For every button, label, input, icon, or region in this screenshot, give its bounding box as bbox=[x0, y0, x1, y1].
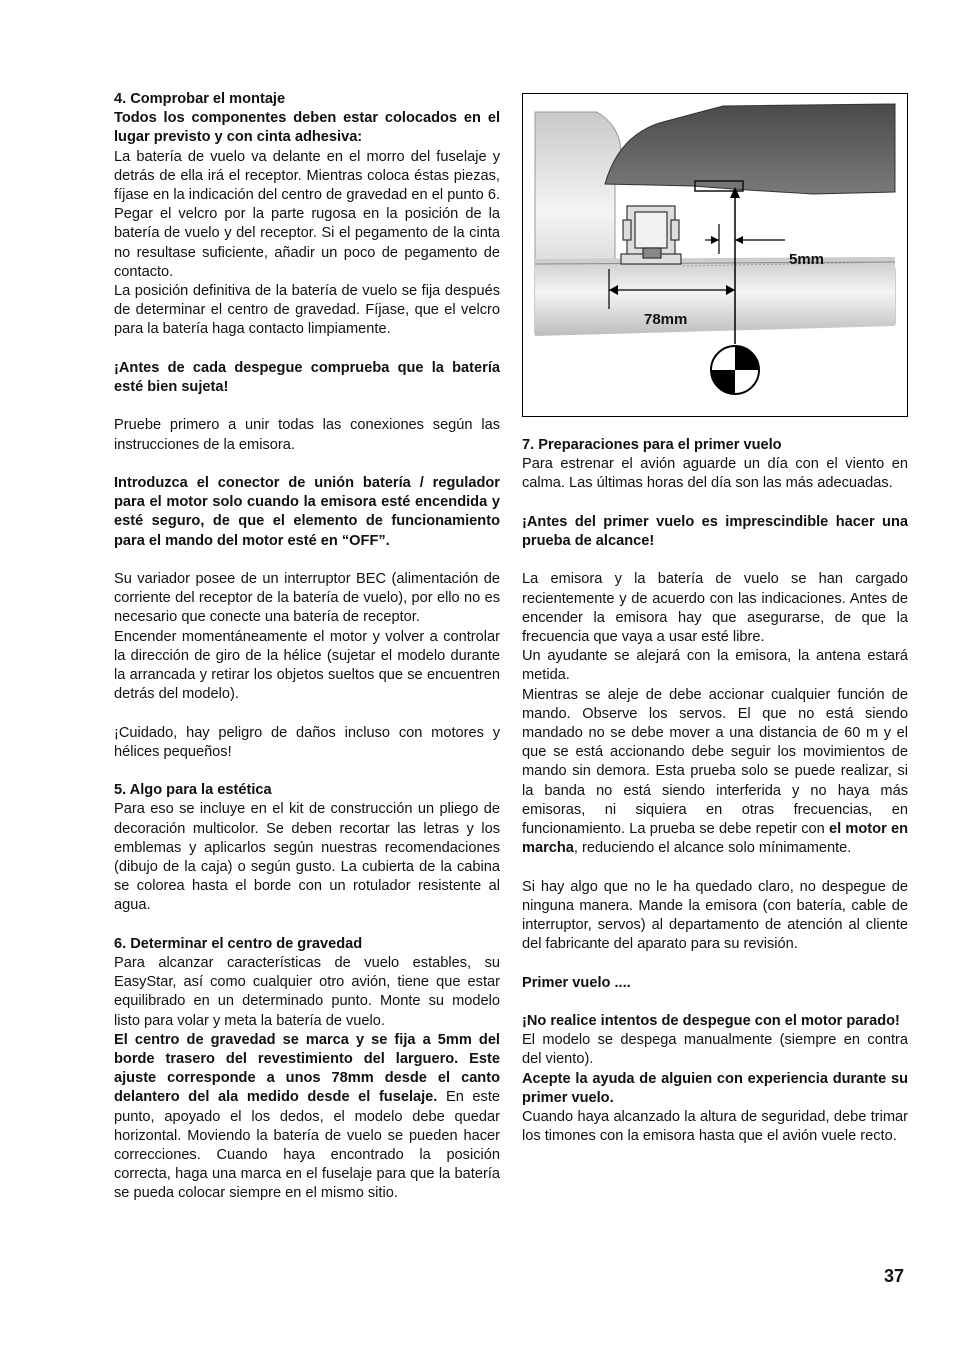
first-flight-paragraph: Cuando haya alcanzado la altura de seguridad, debe trimar los timones con la emisora hasta que el avión vuele recto. bbox=[522, 1109, 908, 1145]
wing-shape bbox=[605, 104, 895, 194]
servo-icon bbox=[621, 206, 681, 264]
section-7-paragraph: Si hay algo que no le ha quedado claro, no despegue de ninguna manera. Mande la emisora (con batería, cable de interruptor, servos) al departamento de atención al cliente del fabricante del aparato para su revisión. bbox=[522, 878, 908, 953]
first-flight-bold-note: Acepte la ayuda de alguien con experiencia durante su primer vuelo. bbox=[522, 1070, 908, 1106]
section-6-bold: El centro de gravedad se marca y se fija a 5mm del borde trasero del revestimiento del larguero. Este ajuste corresponde a unos 78mm desde el canto delantero del ala medido desde el fuselaje. bbox=[114, 1031, 500, 1106]
first-flight-warning: ¡No realice intentos de despegue con el motor parado! bbox=[522, 1013, 900, 1030]
section-7-paragraph: Un ayudante se alejará con la emisora, la antena estará metida. bbox=[522, 648, 908, 684]
page-number: 37 bbox=[884, 1266, 905, 1286]
first-flight-paragraph: El modelo se despega manualmente (siempre en contra del viento). bbox=[522, 1032, 908, 1068]
section-7-paragraph-mixed bbox=[522, 686, 908, 859]
section-4-paragraph: Su variador posee de un interruptor BEC (alimentación de corriente del receptor de la batería de vuelo), por ello no es necesario que conecte una batería de receptor. bbox=[114, 571, 500, 626]
section-7-text: Mientras se aleje de debe accionar cualquier función de mando. Observe los servos. El que no está siendo mandado no se debe mover a una distancia de 60 m y el que se está accionando debe seguir los movimientos de mando sin demora. Esta prueba solo se puede realizar, si la banda no está siendo interferida y no haya más emisoras, ni siquiera en otras frecuencias, en funcionamiento. La prueba se debe repetir con bbox=[522, 686, 908, 838]
section-7-title: 7. Preparaciones para el primer vuelo bbox=[522, 437, 782, 453]
section-4-warning: ¡Antes de cada despegue comprueba que la batería esté bien sujeta! bbox=[114, 359, 500, 396]
dim-5mm-arrowhead-right bbox=[735, 236, 743, 244]
section-4-paragraph: La batería de vuelo va delante en el morro del fuselaje y detrás de ella irá el receptor. Mientras coloca éstas piezas, fíjase en la indicación del centro de gravedad en el punto 6. Pegar el velcro por la parte rugosa en la posición de la batería de vuelo y del receptor. Si el pegamento de la cinta no resultase suficiente, añadir un poco de pegamento de contacto. bbox=[114, 148, 500, 280]
section-5-paragraph: Para eso se incluye en el kit de construcción un pliego de decoración multicolor. Se deben recortar las letras y los emblemas y aplicarlos según nuestras recomendaciones (dibujo de la caja) o según gusto. La cubierta de la cabina se colorea hasta el borde con un rotulador resistente al agua. bbox=[114, 801, 500, 914]
section-7-warning: ¡Antes del primer vuelo es imprescindible hacer una prueba de alcance! bbox=[522, 513, 908, 549]
cg-symbol-icon bbox=[711, 346, 759, 394]
section-6-continuation: En este punto, apoyado el los dedos, el modelo debe quedar horizontal. Moviendo la batería de vuelo se pueden hacer correcciones. Cuando haya encontrado la posición correcta, haga una marca en el fuselaje para que la batería se pueda colocar siempre en el mismo sitio. bbox=[114, 1089, 501, 1202]
label-5mm: 5mm bbox=[789, 251, 825, 268]
section-7-bold-phrase: el motor en marcha bbox=[522, 821, 908, 857]
section-7-paragraph: Para estrenar el avión aguarde un día con el viento en calma. Las últimas horas del día son las más adecuadas. bbox=[522, 456, 908, 492]
dim-5mm-arrowhead-left bbox=[711, 236, 719, 244]
section-7-paragraph: La emisora y la batería de vuelo se han cargado recientemente y de acuerdo con las indicaciones. Antes de encender la emisora hay que asegurarse, de que la frecuencia que vaya a usar esté libre. bbox=[522, 571, 908, 645]
section-4-paragraph: Encender momentáneamente el motor y volver a controlar la dirección de giro de la hélice (sujetar el modelo durante la arrancada y retirar los objetos sueltos que se encuentren detrás del modelo). bbox=[114, 628, 500, 703]
section-4-bold-intro: Todos los componentes deben estar colocados en el lugar previsto y con cinta adhesiva: bbox=[114, 110, 500, 146]
section-7-text-end: , reduciendo el alcance solo mínimamente. bbox=[573, 840, 852, 857]
section-6-paragraph-mixed bbox=[114, 1031, 500, 1204]
section-5-title: 5. Algo para la estética bbox=[114, 782, 272, 799]
section-4-title: 4. Comprobar el montaje bbox=[114, 91, 286, 107]
section-4-bold-note: Introduzca el conector de unión batería / regulador para el motor solo cuando la emisora esté encendida y esté seguro, de que el elemento de funcionamiento para el mando del motor esté en “OFF”. bbox=[114, 475, 500, 549]
right-column bbox=[522, 436, 908, 1146]
fuselage-lower-band bbox=[535, 257, 895, 336]
first-flight-title: Primer vuelo .... bbox=[522, 974, 631, 991]
cg-diagram bbox=[522, 93, 908, 417]
cg-diagram-drawing bbox=[523, 94, 907, 416]
section-4-paragraph: Pruebe primero a unir todas las conexiones según las instrucciones de la emisora. bbox=[114, 417, 500, 453]
section-4-paragraph: La posición definitiva de la batería de vuelo se fija después de determinar el centro de gravedad. Fíjase, que el velcro para la batería haga contacto limpiamente. bbox=[114, 283, 500, 338]
section-4-caution: ¡Cuidado, hay peligro de daños incluso con motores y hélices pequeños! bbox=[114, 724, 500, 760]
left-column bbox=[114, 90, 500, 1204]
section-6-paragraph: Para alcanzar características de vuelo estables, su EasyStar, así como cualquier otro avión, tiene que estar equilibrado en un determinado punto. Monte su modelo listo para volar y meta la batería de vuelo. bbox=[114, 955, 500, 1029]
section-6-title: 6. Determinar el centro de gravedad bbox=[114, 935, 363, 952]
label-78mm: 78mm bbox=[644, 311, 688, 328]
